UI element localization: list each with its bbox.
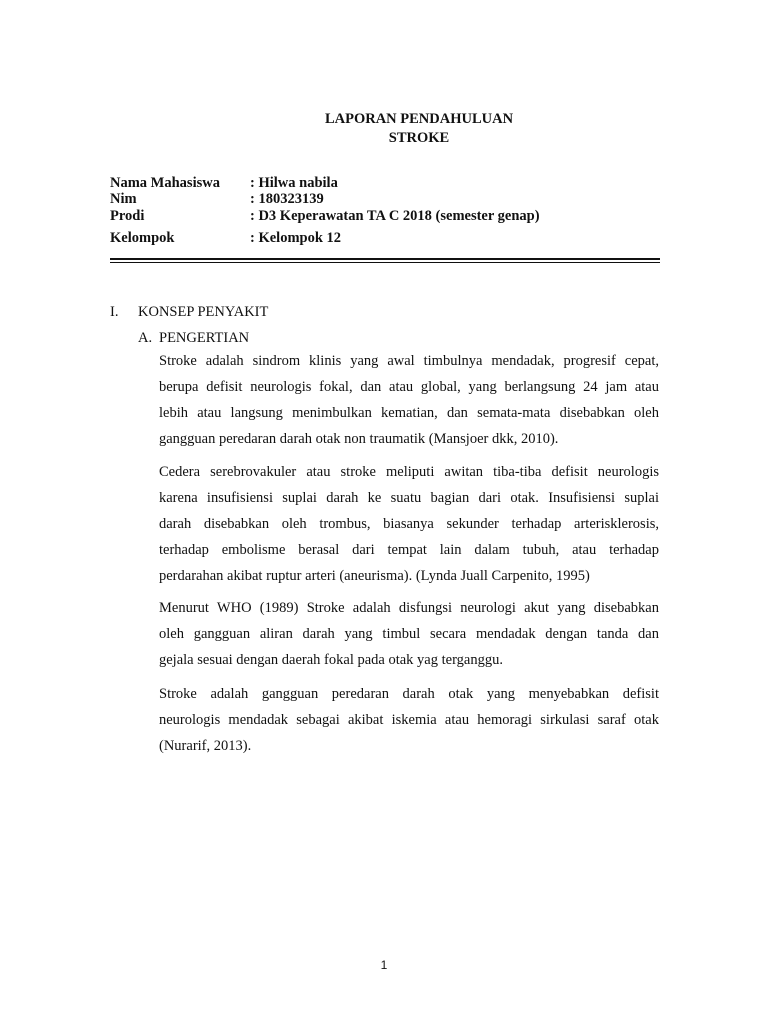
subsection-letter: A. — [138, 330, 153, 346]
paragraph-line: terhadap embolisme berasal dari tempat lain dalam tubuh, atau terhadap — [159, 542, 659, 558]
paragraph-line: darah disebabkan oleh trombus, biasanya sekunder terhadap arterisklerosis, — [159, 516, 659, 532]
group-label: Kelompok — [110, 230, 175, 246]
study-program-value: : D3 Keperawatan TA C 2018 (semester genap) — [250, 208, 540, 224]
paragraph-line: oleh gangguan aliran darah yang timbul secara mendadak dengan tanda dan — [159, 626, 659, 642]
paragraph-line: Stroke adalah gangguan peredaran darah otak yang menyebabkan defisit — [159, 686, 659, 702]
paragraph — [159, 463, 659, 593]
header-divider-thin — [110, 262, 660, 263]
paragraph-line: karena insufisiensi suplai darah ke suatu bagian dari otak. Insufisiensi suplai — [159, 490, 659, 506]
report-subject: STROKE — [388, 130, 450, 146]
paragraph-line: (Nurarif, 2013). — [159, 738, 252, 754]
section-title: KONSEP PENYAKIT — [138, 304, 269, 320]
student-name-value: : Hilwa nabila — [250, 175, 338, 191]
student-name-label: Nama Mahasiswa — [110, 175, 220, 191]
paragraph-line: gejala sesuai dengan daerah fokal pada otak yag terganggu. — [159, 652, 503, 668]
page-number: 1 — [380, 958, 388, 972]
paragraph-line: lebih atau langsung menimbulkan kematian, dan semata-mata disebabkan oleh — [159, 405, 659, 421]
paragraph — [159, 352, 659, 456]
paragraph-line: Menurut WHO (1989) Stroke adalah disfungsi neurologi akut yang disebabkan — [159, 600, 659, 616]
paragraph-line: berupa defisit neurologis fokal, dan atau global, yang berlangsung 24 jam atau — [159, 379, 659, 395]
student-id-value: : 180323139 — [250, 191, 324, 207]
paragraph-line: neurologis mendadak sebagai akibat iskemia atau hemoragi sirkulasi saraf otak — [159, 712, 659, 728]
group-value: : Kelompok 12 — [250, 230, 342, 246]
paragraph — [159, 599, 659, 677]
paragraph-line: Stroke adalah sindrom klinis yang awal timbulnya mendadak, progresif cepat, — [159, 353, 659, 369]
paragraph — [159, 685, 659, 763]
student-id-label: Nim — [110, 191, 137, 207]
header-divider-thick — [110, 258, 660, 260]
study-program-label: Prodi — [110, 208, 145, 224]
paragraph-line: Cedera serebrovakuler atau stroke meliputi awitan tiba-tiba defisit neurologis — [159, 464, 659, 480]
paragraph-line: perdarahan akibat ruptur arteri (aneurisma). (Lynda Juall Carpenito, 1995) — [159, 568, 590, 584]
report-title: LAPORAN PENDAHULUAN — [324, 111, 514, 127]
paragraph-line: gangguan peredaran darah otak non traumatik (Mansjoer dkk, 2010). — [159, 431, 559, 447]
section-number: I. — [110, 304, 119, 320]
subsection-title: PENGERTIAN — [159, 330, 250, 346]
